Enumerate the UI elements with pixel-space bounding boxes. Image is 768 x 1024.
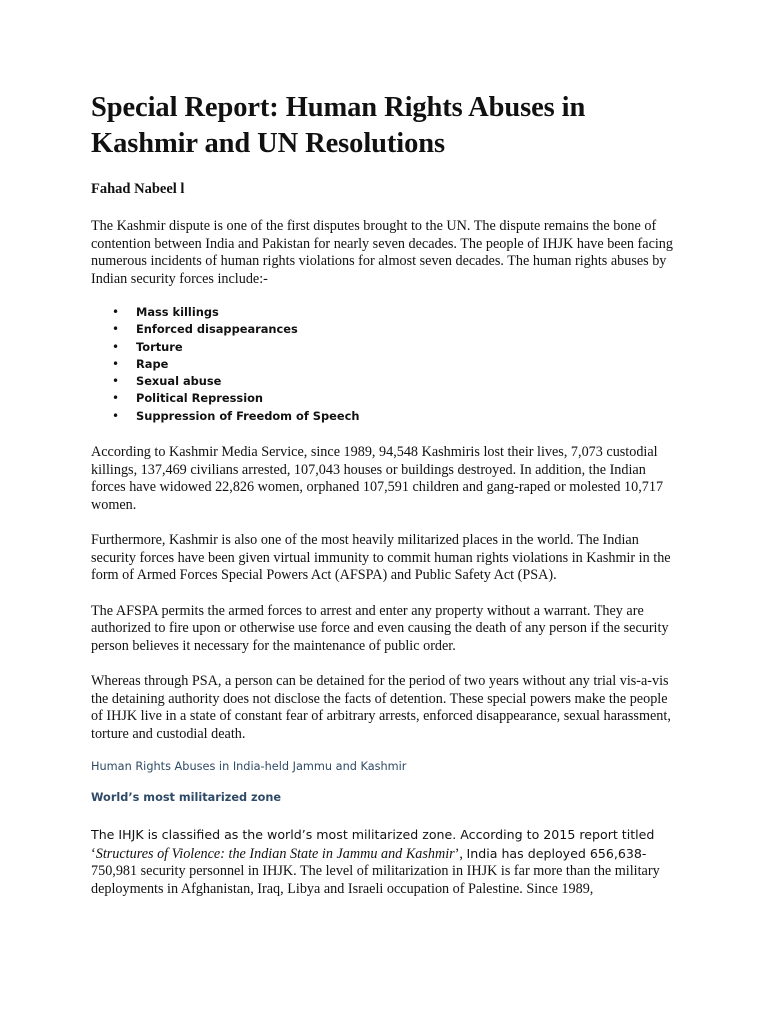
militarized-zone-paragraph — [91, 826, 681, 898]
list-item-text: Rape — [136, 356, 169, 371]
list-item — [91, 321, 681, 338]
paragraph-text: 750,981 security personnel in IHJK. The level of militarization in IHJK is far more than the military deployments in Afghanistan, Iraq, Libya and Israeli occupation of Palestine. Since 1989, — [91, 863, 660, 897]
report-title: Structures of Violence: the Indian State in Jammu and Kashmir — [95, 845, 455, 862]
list-item-text: Suppression of Freedom of Speech — [136, 408, 360, 423]
intro-paragraph: The Kashmir dispute is one of the first disputes brought to the UN. The dispute remains the bone of contention between India and Pakistan for nearly seven decades. The people of IHJK have been facing numerous incidents of human rights violations for almost seven decades. The human rights abuses by Indian security forces include:- — [91, 218, 673, 287]
list-item — [91, 373, 681, 390]
bullet-icon: • — [112, 322, 120, 337]
list-item — [91, 339, 681, 356]
afspa-paragraph: The AFSPA permits the armed forces to arrest and enter any property without a warrant. They are authorized to fire upon or otherwise use force and even causing the death of any person if the security person believes it necessary for the maintenance of public order. — [91, 602, 669, 654]
list-item — [91, 356, 681, 373]
bullet-icon: • — [112, 356, 120, 371]
psa-paragraph: Whereas through PSA, a person can be detained for the period of two years without any trial vis-a-vis the detaining authority does not disclose the facts of detention. These special powers make the people of IHJK live in a state of constant fear of arbitrary arrests, enforced disappearance, sexual harassment, torture and custodial death. — [91, 673, 671, 742]
list-item-text: Enforced disappearances — [136, 322, 298, 337]
document-page — [91, 90, 681, 898]
bullet-icon: • — [112, 408, 120, 423]
section-heading: Human Rights Abuses in India-held Jammu and Kashmir — [91, 760, 407, 774]
paragraph-text: The IHJK is classified as the world’s most militarized zone. According to 2015 report titled — [91, 827, 655, 843]
quote-open: ‘ — [91, 845, 96, 862]
bullet-icon: • — [112, 391, 120, 406]
bullet-icon: • — [112, 305, 120, 319]
paragraph-text: India has deployed 656,638- — [466, 845, 647, 861]
list-item — [91, 304, 681, 321]
bullet-icon: • — [112, 374, 120, 389]
author-name: Fahad Nabeel l — [91, 181, 185, 197]
statistics-paragraph: According to Kashmir Media Service, since 1989, 94,548 Kashmiris lost their lives, 7,073 custodial killings, 137,469 civilians arrested, 107,043 houses or buildings destroyed. In addition, the Indian forces have widowed 22,826 women, orphaned 107,591 children and gang-raped or molested 10,717 women. — [91, 444, 664, 513]
page-title: Special Report: Human Rights Abuses in Kashmir and UN Resolutions — [91, 92, 586, 159]
list-item-text: Torture — [136, 339, 183, 354]
abuses-list — [91, 304, 681, 425]
list-item-text: Sexual abuse — [136, 374, 222, 389]
subsection-heading: World’s most militarized zone — [91, 791, 282, 805]
list-item — [91, 408, 681, 425]
bullet-icon: • — [112, 339, 120, 354]
list-item-text: Political Repression — [136, 391, 264, 406]
list-item — [91, 390, 681, 407]
quote-close: ’, — [454, 845, 467, 862]
list-item-text: Mass killings — [136, 305, 219, 319]
militarization-paragraph: Furthermore, Kashmir is also one of the most heavily militarized places in the world. The Indian security forces have been given virtual immunity to commit human rights violations in Kashmir in the form of Armed Forces Special Powers Act (AFSPA) and Public Safety Act (PSA). — [91, 532, 671, 584]
